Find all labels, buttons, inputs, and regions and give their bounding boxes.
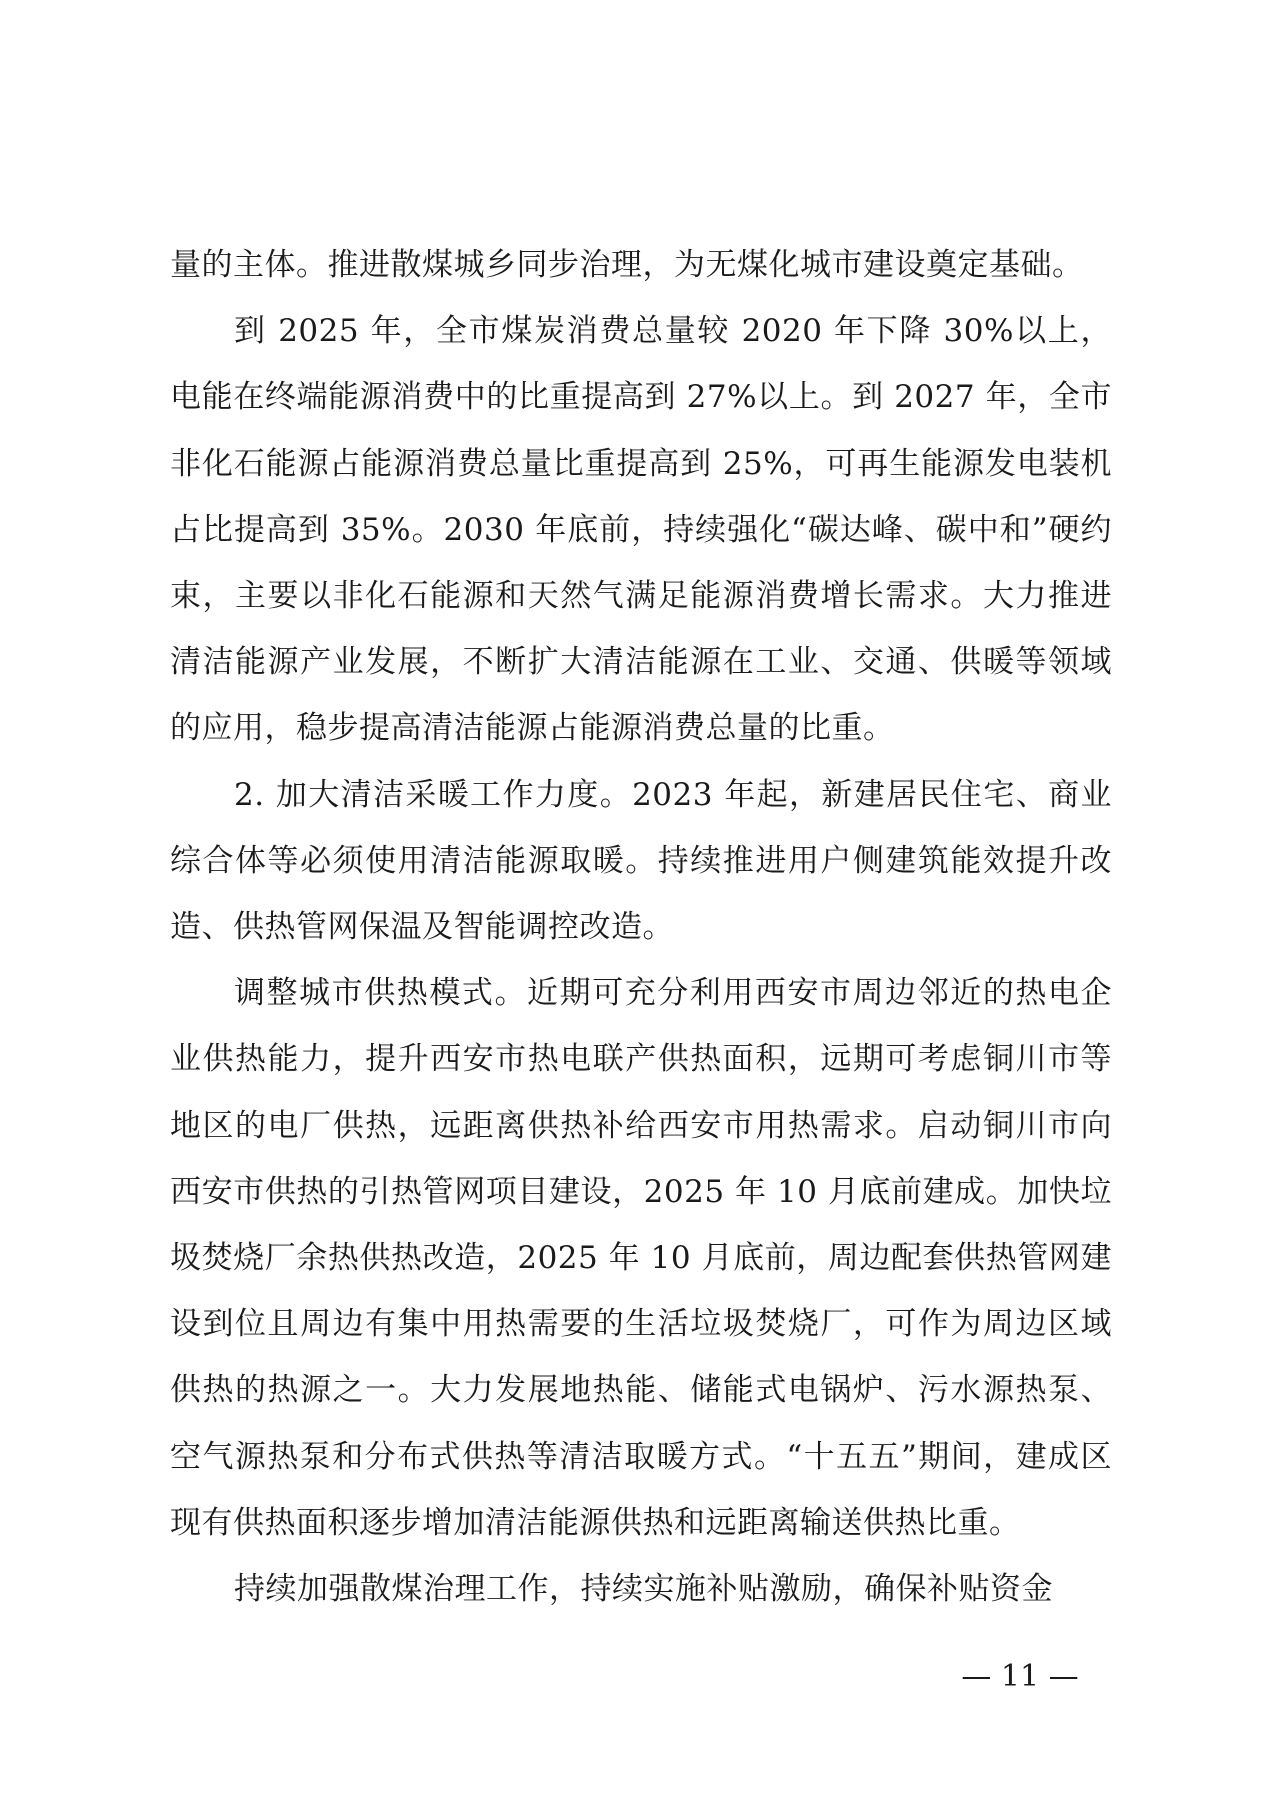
paragraph-scattered-coal: 持续加强散煤治理工作，持续实施补贴激励，确保补贴资金 (234, 1571, 1053, 1608)
page-number: — 11 — (961, 1659, 1079, 1694)
paragraph-clean-heating: 2. 加大清洁采暖工作力度。2023 年起，新建居民住宅、商业综合体等必须使用清洁能源取暖。持续推进用户侧建筑能效提升改造、供热管网保温及智能调控改造。 (170, 776, 1112, 946)
paragraph-continuation: 量的主体。推进散煤城乡同步治理，为无煤化城市建设奠定基础。 (170, 247, 1084, 283)
document-body (170, 232, 1112, 1622)
paragraph-heating-mode: 调整城市供热模式。近期可充分利用西安市周边邻近的热电企业供热能力，提升西安市热电联产供热面积，远期可考虑铜川市等地区的电厂供热，远距离供热补给西安市用热需求。启动铜川市向西安市供热的引热管网项目建设，2025 年 10 月底前建成。加快垃圾焚烧厂余热供热改造，2025 年 10 月底前，周边配套供热管网建设到位且周边有集中用热需要的生活垃圾焚烧厂，可作为周边区域供热的热源之一。大力发展地热能、储能式电锅炉、污水源热泵、空气源热泵和分布式供热等清洁取暖方式。“十五五”期间，建成区现有供热面积逐步增加清洁能源供热和远距离输送供热比重。 (170, 975, 1112, 1541)
paragraph-energy-targets: 到 2025 年，全市煤炭消费总量较 2020 年下降 30%以上，电能在终端能源消费中的比重提高到 27%以上。到 2027 年，全市非化石能源占能源消费总量比重提高到 25%，可再生能源发电装机占比提高到 35%。2030 年底前，持续强化“碳达峰、碳中和”硬约束，主要以非化石能源和天然气满足能源消费增长需求。大力推进清洁能源产业发展，不断扩大清洁能源在工业、交通、供暖等领域的应用，稳步提高清洁能源占能源消费总量的比重。 (170, 313, 1112, 747)
